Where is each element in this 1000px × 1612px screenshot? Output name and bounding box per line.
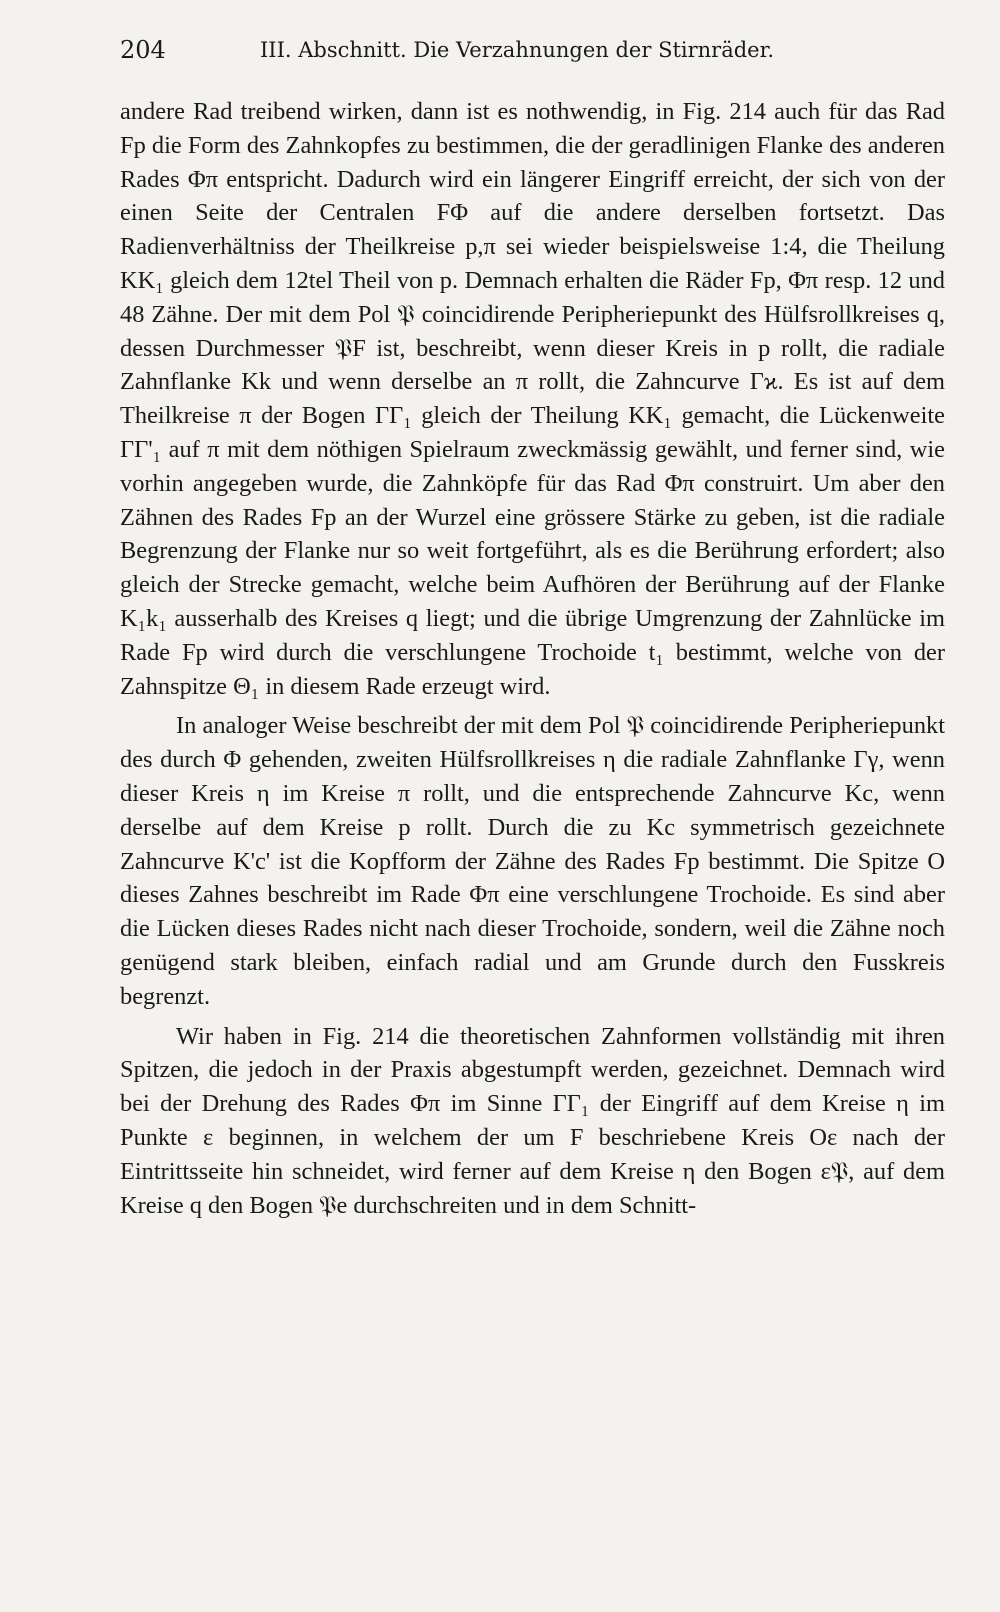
page-header [120, 36, 940, 76]
paragraph-1: andere Rad treibend wirken, dann ist es nothwendig, in Fig. 214 auch für das Rad Fp die Form des Zahnkopfes zu bestimmen, die der geradlinigen Flanke des anderen Rades Φπ entspricht. Dadurch wird ein längerer Eingriff erreicht, der sich von der einen Seite der Centralen FΦ auf die andere derselben fortsetzt. Das Radienverhältniss der Theilkreise p,π sei wieder beispielsweise 1:4, die Theilung KK₁ gleich dem 12tel Theil von p. Demnach erhalten die Räder Fp, Φπ resp. 12 und 48 Zähne. Der mit dem Pol 𝔓 coincidirende Peripheriepunkt des Hülfsrollkreises q, dessen Durchmesser 𝔓F ist, beschreibt, wenn dieser Kreis in p rollt, die radiale Zahnflanke Kk und wenn derselbe an π rollt, die Zahncurve Γϰ. Es ist auf dem Theilkreise π der Bogen ΓΓ₁ gleich der Theilung KK₁ gemacht, die Lückenweite ΓΓ'₁ auf π mit dem nöthigen Spielraum zweckmässig gewählt, und ferner sind, wie vorhin angegeben wurde, die Zahnköpfe für das Rad Φπ construirt. Um aber den Zähnen des Rades Fp an der Wurzel eine grössere Stärke zu geben, ist die radiale Begrenzung der Flanke nur so weit fortgeführt, als es die Berührung erfordert; also gleich der Strecke gemacht, welche beim Aufhören der Berührung auf der Flanke K₁k₁ ausserhalb des Kreises q liegt; und die übrige Umgrenzung der Zahnlücke im Rade Fp wird durch die verschlungene Trochoide t₁ bestimmt, welche von der Zahnspitze Θ₁ in diesem Rade erzeugt wird. [120, 98, 945, 700]
paragraph-2: In analoger Weise beschreibt der mit dem Pol 𝔓 coincidirende Peripheriepunkt des durch Φ gehenden, zweiten Hülfsrollkreises η die radiale Zahnflanke Γγ, wenn dieser Kreis η im Kreise π rollt, und die entsprechende Zahncurve Kc, wenn derselbe auf dem Kreise p rollt. Durch die zu Kc symmetrisch gezeichnete Zahncurve K'c' ist die Kopfform der Zähne des Rades Fp bestimmt. Die Spitze O dieses Zahnes beschreibt im Rade Φπ eine verschlungene Trochoide. Es sind aber die Lücken dieses Rades nicht nach dieser Trochoide, sondern, weil die Zähne noch genügend stark bleiben, einfach radial und am Grunde durch den Fusskreis begrenzt. [120, 712, 945, 1010]
running-title: III. Abschnitt. Die Verzahnungen der Stirnräder. [260, 38, 775, 62]
body-text [120, 95, 945, 1222]
page-number: 204 [120, 36, 166, 64]
paragraph-3: Wir haben in Fig. 214 die theoretischen Zahnformen vollständig mit ihren Spitzen, die jedoch in der Praxis abgestumpft werden, gezeichnet. Demnach wird bei der Drehung des Rades Φπ im Sinne ΓΓ₁ der Eingriff auf dem Kreise η im Punkte ε beginnen, in welchem der um F beschriebene Kreis Oε nach der Eintrittsseite hin schneidet, wird ferner auf dem Kreise η den Bogen ε𝔓, auf dem Kreise q den Bogen 𝔓e durchschreiten und in dem Schnitt- [120, 1022, 945, 1219]
